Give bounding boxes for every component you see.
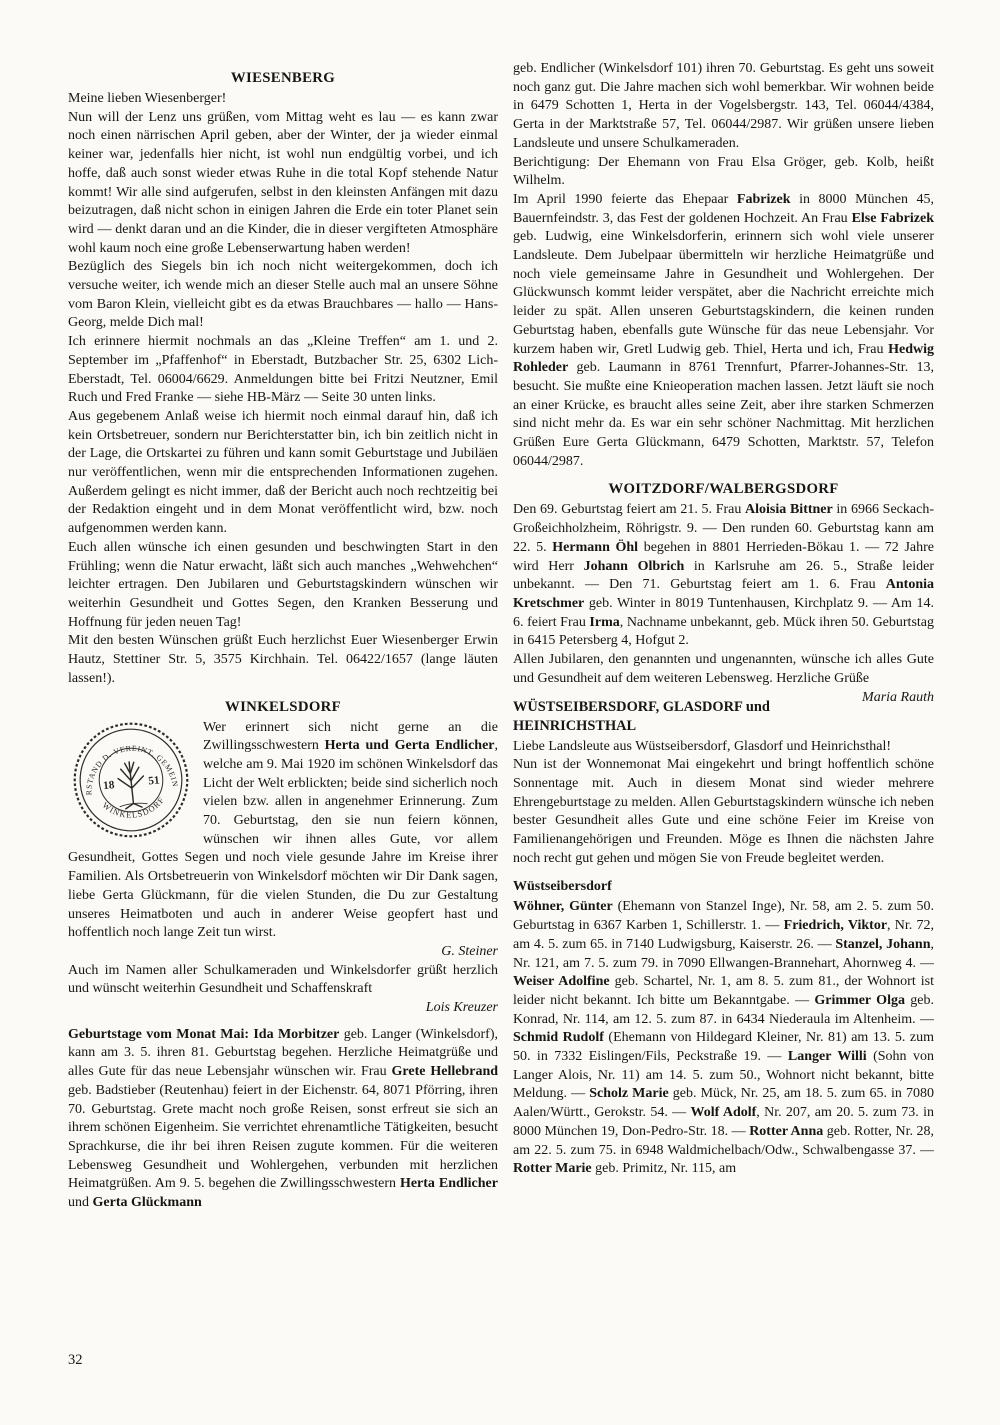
highlighted-name: Schmid Rudolf <box>513 1030 604 1046</box>
right-column-sections <box>513 60 934 1179</box>
highlighted-name: Scholz Marie <box>589 1086 669 1102</box>
seal-arc-bottom-text: WINKELSDORF <box>100 794 167 820</box>
text-run: geb. Endlicher (Winkelsdorf 101) ihren 70. Geburtstag. Es geht uns soweit noch ganz gut. Die Jahre machen sich wohl bemerkbar. Wir wohnen beide in 6479 Schotten 1, Herta in der Vogelsbergstr. 143, Tel. 06044/4384, Gerta in der Marktstraße 57, Tel. 06044/2987. Wir grüßen unsere lieben Landsleute und unsere Schulkameraden. <box>513 61 934 151</box>
text-run: Liebe Landsleute aus Wüstseibersdorf, Glasdorf und Heinrichsthal! <box>513 738 892 754</box>
highlighted-name: Wöhner, Günter <box>513 899 613 915</box>
highlighted-name: Stanzel, Johann <box>835 936 931 952</box>
text-run: und <box>68 1195 93 1211</box>
text-run: geb. Konrad, Nr. 114, am 12. 5. zum 87. in 6434 Niederaula im Altenheim. — <box>513 992 934 1027</box>
text-run: Allen Jubilaren, den genannten und ungenannten, wünsche ich alles Gute und Gesundheit auf dem weiteren Lebensweg. Herzliche Grüße <box>513 652 934 686</box>
highlighted-name: Hermann Öhl <box>552 539 639 555</box>
seal-arc-top-text: VORSTAND D. VEREINT. GEMEINDE <box>62 719 180 795</box>
paragraph <box>513 60 934 154</box>
highlighted-name: Grete Hellebrand <box>391 1064 499 1080</box>
seal-graphic <box>62 714 200 845</box>
paragraph <box>68 90 498 109</box>
seal-year-right: 51 <box>147 773 161 788</box>
text-run: Wer erinnert sich nicht gerne an die Zwillingsschwestern <box>203 719 498 754</box>
text-run: (Sohn von Langer Alois, Nr. 11) am 14. 5. zum 50., Wohnort nicht bekannt, bitte Meldung. — <box>513 1049 934 1102</box>
text-run: Nun ist der Wonnemonat Mai eingekehrt und bringt hoffentlich schöne Sonnentage mit. Auch in diesem Monat sind wieder mehrere Ehrengeburtstage zu melden. Allen Geburtstagskindern wünsche ich neben bester Gesundheit alles Gute und eine schöne Feier im Kreise von Familienangehörigen und Freunden. Möge es Ihnen die nächsten Jahre noch recht gut gehen und mögen Sie von Freude begleitet werden. <box>513 757 934 866</box>
paragraph <box>68 333 498 408</box>
text-run: , Nr. 207, am 20. 5. zum 73. in 8000 München 19, Don-Pedro-Str. 18. — <box>513 1105 934 1139</box>
section-heading: WIESENBERG <box>230 70 336 86</box>
paragraph <box>513 738 934 757</box>
text-run: , welche am 9. Mai 1920 im schönen Winkelsdorf das Licht der Welt erblickten; beide sind sicherlich noch vielen bzw. allen in angenehmer Erinnerung. Zum 70. Geburtstag, den sie nun feiern können, wünschen wir ihnen alles Gute, vor allem Gesundheit, Gottes Segen und noch viele gesunde Jahre im Kreise ihrer Familien. Als Ortsbetreuerin von Winkelsdorf möchten wir Dir Dank sagen, liebe Gerta Glückmann, für die vielen Stunden, die Du zur Gestaltung unseres Heimatboten und auch in anderer Weise geopfert hast und hoffentlich noch lange Zeit tun wirst. <box>68 738 498 941</box>
section-heading: WINKELSDORF <box>225 698 341 715</box>
text-run: Bezüglich des Siegels bin ich noch nicht weitergekommen, doch ich versuche weiter, ich wende mich an dieser Stelle auch mal an unsere Söhne vom Baron Klein, vielleicht gibt es da etwas Brauchbares — hallo — Hans-Georg, melde Dich mal! <box>68 259 498 331</box>
highlighted-name: Antonia Kretschmer <box>513 577 934 611</box>
text-run: (Ehemann von Hildegard Kleiner, Nr. 81) am 13. 5. zum 50. in 7332 Eislingen/Fils, Peckstraße 19. — <box>513 1030 934 1065</box>
inline-signature: Maria Rauth <box>862 689 934 705</box>
highlighted-name: Fabrizek <box>736 191 791 207</box>
winkelsdorf-seal <box>62 714 200 845</box>
highlighted-name: Langer Willi <box>787 1049 867 1065</box>
paragraph <box>68 258 498 333</box>
section-heading: WOITZDORF/WALBERGSDORF <box>608 481 839 498</box>
text-run: Euch allen wünsche ich einen gesunden und beschwingten Start in den Frühling; wenn die Natur erwacht, läßt sich auch manches „Wehwehchen“ leichter ertragen. Den Jubilaren und Geburtstagskindern wünschen wir weiterhin Gesundheit und Gottes Segen, den Kranken Besserung und Hoffnung für jeden neuen Tag! <box>68 539 498 630</box>
highlighted-name: Irma <box>589 614 620 630</box>
text-run: geb. Langer (Winkelsdorf), kann am 3. 5. ihren 81. Geburtstag begehen. Herzliche Heimatgrüße und alles Gute für das neue Lebensjahr wünschen wir. Frau <box>68 1026 499 1080</box>
signature: Lois Kreuzer <box>425 1000 498 1016</box>
text-run: Berichtigung: Der Ehemann von Frau Elsa Gröger, geb. Kolb, heißt Wilhelm. <box>513 154 934 189</box>
paragraph <box>513 756 934 868</box>
paragraph <box>513 154 934 191</box>
left-column <box>62 60 499 1213</box>
text-run: geb. Primitz, Nr. 115, am <box>591 1161 737 1177</box>
highlighted-name: Weiser Adolfine <box>513 974 610 990</box>
paragraph <box>513 651 934 705</box>
text-run: , Nr. 72, am 4. 5. zum 65. in 7140 Ludwigsburg, Kaiserstr. 26. — <box>513 918 935 952</box>
text-run: Nun will der Lenz uns grüßen, vom Mittag weht es lau — es kann zwar noch einen närrischen April geben, aber der Winter, der ja wieder einmal keiner war, jedenfalls hier nicht, ist wohl nun endgültig vorbei, und ich hoffe, daß auch sonst wieder etwas Ruhe in die total Kopf stehende Natur kommt! Wir alle sind aufgerufen, selbst in den kleinsten Anfängen mit dazu beizutragen, daß nicht schon in einigen Jahren die Erde ein toter Planet sein wird — denkt daran und an die Kinder, die in dieser vergifteten Atmosphäre wohl kaum noch eine große Lebenserwartung haben werden! <box>68 109 498 256</box>
paragraph <box>68 109 498 259</box>
text-run: geb. Rotter, Nr. 28, am 22. 5. zum 75. in 6948 Waldmichelbach/Odw., Schwalbengasse 37. — <box>513 1123 934 1158</box>
text-run: in Karlsruhe am 26. 5., Straße leider unbekannt. — Den 71. Geburtstag feiert am 1. 6. Frau <box>513 558 935 593</box>
text-run: geb. Ludwig, eine Winkelsdorferin, erinnern sich wohl viele unserer Landsleute. Dem Jubelpaar übermitteln wir herzliche Heimatgrüße und noch viele gemeinsame Jahre in Gesundheit und Wohlergehen. Der Glückwunsch kommt leider verspätet, aber die Nachricht erreichte mich leider zu spät. Allen unseren Geburtstagskindern, die keinen runden Geburtstag haben, ebenfalls gute Wünsche für das neue Lebensjahr. Vor kurzem haben wir, Gretl Ludwig geb. Thiel, Herta und ich, Frau <box>513 229 934 357</box>
highlighted-name: Herta und Gerta Endlicher <box>324 738 495 754</box>
paragraph <box>68 962 498 999</box>
text-run: Im April 1990 feierte das Ehepaar <box>513 191 737 207</box>
text-run: geb. Laumann in 8761 Trennfurt, Pfarrer-Johannes-Str. 13, besucht. Sie mußte eine Knieoperation machen lassen. Jetzt läuft sie noch an einer Krücke, es braucht alles seine Zeit, aber ihre starken Schmerzen sind nicht mehr da. Es war ein sehr schöner Nachmittag. Mit herzlichen Grüßen Eure Gerta Glückmann, 6479 Schotten, Marktstr. 57, Telefon 06044/2987. <box>513 360 934 469</box>
section-heading: WÜSTSEIBERSDORF, GLASDORF und HEINRICHSTHAL <box>513 698 770 734</box>
text-run: , Nr. 121, am 7. 5. zum 79. in 7090 Ellwangen-Brannehart, Ahornweg 4. — <box>513 936 934 971</box>
right-column <box>513 60 934 1179</box>
highlighted-name: Aloisia Bittner <box>745 502 833 518</box>
text-run: geb. Winter in 8019 Tuntenhausen, Kirchplatz 9. — Am 14. 6. feiert Frau <box>513 595 934 630</box>
text-run: (Ehemann von Stanzel Inge), Nr. 58, am 2. 5. zum 50. Geburtstag in 6367 Karben 1, Schillerstr. 1. — <box>513 899 934 934</box>
highlighted-name: Geburtstage vom Monat Mai: Ida Morbitzer <box>68 1026 340 1042</box>
signature: G. Steiner <box>441 943 498 959</box>
highlighted-name: Grimmer Olga <box>814 992 905 1008</box>
highlighted-name: Friedrich, Viktor <box>783 918 888 934</box>
text-run: geb. Schartel, Nr. 1, am 8. 5. zum 81., der Wohnort ist leider nicht bekannt. Ich bitte um Bekanntgabe. — <box>513 974 934 1008</box>
text-run: , Nachname unbekannt, geb. Mück ihren 50. Geburtstag in 6415 Petersberg 4, Hofgut 2. <box>513 614 934 649</box>
paragraph <box>68 539 498 633</box>
paragraph <box>68 408 498 539</box>
highlighted-name: Hedwig Rohleder <box>513 341 934 376</box>
text-run: Meine lieben Wiesenberger! <box>68 91 227 106</box>
two-column-layout <box>62 60 935 1213</box>
seal-year-left: 18 <box>102 778 116 792</box>
text-run: in 8000 München 45, Bauernfeindstr. 3, das Fest der goldenen Hochzeit. An Frau <box>513 191 935 226</box>
paragraph <box>513 898 934 1179</box>
text-run: in 6966 Seckach-Großeichholzheim, Röhrigstr. 9. — Den runden 60. Geburtstag kann am 22. 5. <box>513 502 934 555</box>
highlighted-name: Else Fabrizek <box>851 210 935 226</box>
text-run: Ich erinnere hiermit nochmals an das „Kleine Treffen“ am 1. und 2. September im „Pfaffenhof“ in Eberstadt, Butzbacher Str. 25, 6302 Lich-Eberstadt, Tel. 06004/6629. Anmeldungen bitte bei Fritzi Neutzner, Emil Ruch und Fred Franke — siehe HB-März — Seite 30 unten links. <box>68 334 498 406</box>
highlighted-name: Wolf Adolf <box>690 1105 757 1121</box>
text-run: Mit den besten Wünschen grüßt Euch herzlichst Euer Wiesenberger Erwin Hautz, Stettiner Str. 5, 3575 Kirchhain. Tel. 06422/1657 (lange läuten lassen!). <box>68 633 498 686</box>
text-run: geb. Mück, Nr. 25, am 18. 5. zum 65. in 7080 Aalen/Württ., Gerokstr. 54. — <box>513 1086 934 1121</box>
subsection-heading: Wüstseibersdorf <box>513 879 612 895</box>
page-number: 32 <box>68 1352 83 1368</box>
highlighted-name: Johann Olbrich <box>583 558 685 574</box>
text-run: Aus gegebenem Anlaß weise ich hiermit noch einmal darauf hin, daß ich kein Ortsbetreuer, sondern nur Berichterstatter bin, ich bin zeitlich nicht in der Lage, die Ortskartei zu führen und kann somit Geburtstage und Jubiläen nur veröffentlichen, wenn mir die entsprechenden Informationen zugehen. Außerdem gelingt es nicht immer, daß der Bericht auch noch rechtzeitig bei der Redaktion eingeht und in dem Monat veröffentlicht wird, bzw. noch aufgenommen werden kann. <box>68 408 498 537</box>
highlighted-name: Herta Endlicher <box>399 1176 498 1192</box>
text-run: geb. Badstieber (Reutenhau) feiert in der Eichenstr. 64, 8071 Pförring, ihren 70. Geburtstag. Grete macht noch große Reisen, sonst erfreut sie sich an ihrem schönen Eigenheim. Sie verrichtet ehrenamtliche Tätigkeiten, besucht Sprachkurse, die ihr bei ihren Reisen zugute kommen. Für die weiteren Lebensweg Gesundheit und Wohlergehen, verbunden mit herzlichen Heimatgrüßen. Am 9. 5. begehen die Zwillingsschwestern <box>68 1082 498 1192</box>
highlighted-name: Rotter Marie <box>513 1161 592 1177</box>
paragraph <box>68 632 498 688</box>
paragraph <box>68 1026 498 1213</box>
wiesenberg-section <box>68 69 498 717</box>
tree-icon <box>116 760 148 809</box>
highlighted-name: Gerta Glückmann <box>92 1195 202 1211</box>
text-run: Auch im Namen aller Schulkameraden und Winkelsdorfer grüßt herzlich und wünscht weiterhin Gesundheit und Schaffenskraft <box>68 962 498 997</box>
text-run: Den 69. Geburtstag feiert am 21. 5. Frau <box>513 502 746 518</box>
text-run: begehen in 8801 Herrieden-Bökau 1. — 72 Jahre wird Herr <box>513 539 934 574</box>
highlighted-name: Rotter Anna <box>749 1123 824 1139</box>
paragraph <box>513 191 934 472</box>
paragraph <box>513 501 934 651</box>
